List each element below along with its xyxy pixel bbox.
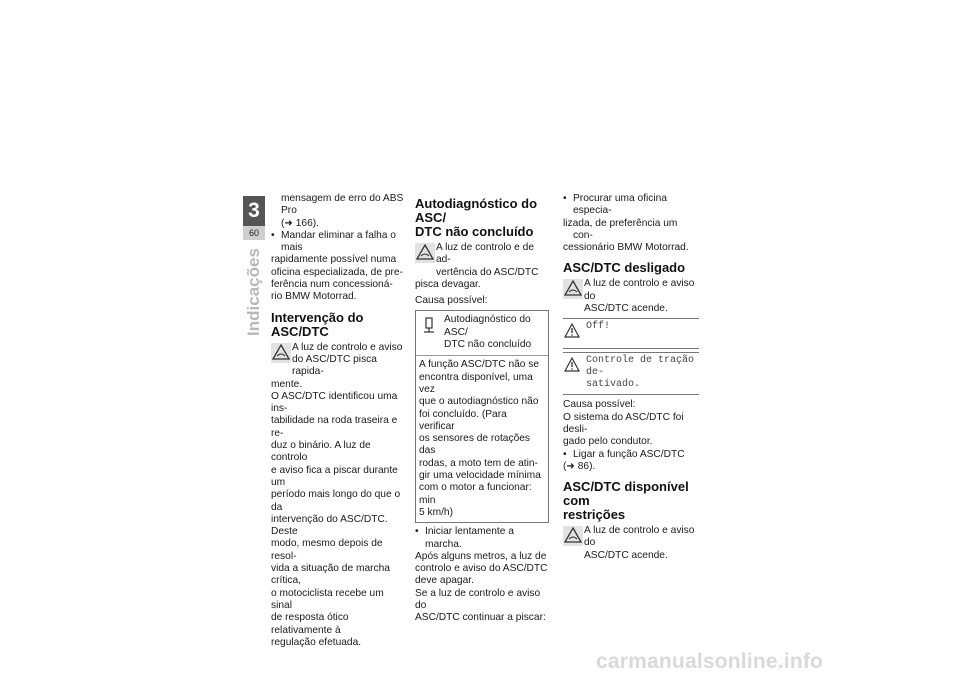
page-number: 60 bbox=[243, 226, 265, 240]
page-reference: (➜ 166). bbox=[281, 217, 319, 229]
warning-light-row: A luz de controlo e aviso do ASC/DTC acende. bbox=[563, 278, 699, 315]
asc-warning-light-icon bbox=[271, 343, 291, 363]
heading-desligado: ASC/DTC desligado bbox=[563, 260, 686, 276]
bullet-item: • Mandar eliminar a falha o mais rapidamente possível numa oficina especializada, de pre- ferência num concessioná- rio BMW Motorrad. bbox=[271, 229, 403, 303]
asc-warning-light-icon bbox=[563, 279, 583, 299]
warning-triangle-icon bbox=[563, 356, 581, 374]
section-label-text: Indicações bbox=[244, 248, 263, 336]
bullet-dot: • bbox=[563, 193, 567, 204]
warning-triangle-icon bbox=[563, 322, 581, 340]
heading-intervencao: Intervenção do ASC/DTC bbox=[271, 309, 364, 339]
column-1: mensagem de erro do ABS Pro (➜ 166). • Mandar eliminar a falha o mais rapidamente possível numa oficina especializada, de pre- ferência num concessioná- rio BMW Motorrad. Intervenção do ASC/DTC A luz de controlo e aviso do ASC/DTC pisca rapida- mente. O ASC/DTC identificou uma ins- tabilidade na roda traseira e re- duz o binário. A luz de controlo e aviso fica a piscar durante um período mais longo do que o da intervenção do ASC/DTC. Deste modo, mesmo depois de resol- vida a situação de marcha crítica, o motociclista recebe um sinal de resposta ótico relativamente à regulação efetuada. bbox=[271, 193, 407, 649]
bullet-dot: • bbox=[415, 526, 419, 538]
page-reference: (➜ 86). bbox=[563, 460, 596, 472]
text-line: mensagem de erro do ABS Pro bbox=[281, 193, 404, 217]
bullet-item: • Iniciar lentamente a marcha. Após alguns metros, a luz de controlo e aviso do ASC/DTC deve apagar. bbox=[415, 526, 548, 587]
warning-light-row: A luz de controlo e aviso do ASC/DTC acende. bbox=[563, 525, 699, 562]
bullet-dot: • bbox=[271, 229, 275, 241]
fault-table-body: A função ASC/DTC não se encontra disponível, uma vez que o autodiagnóstico não foi concluído. (Para verificar os sensores de rotações das rodas, a moto tem de atin- gir uma velocidade mínima com o motor a funcionar: min 5 km/h) bbox=[419, 359, 541, 518]
display-message-traction: Controle de tração de- sativado. bbox=[563, 352, 699, 395]
warning-light-row: A luz de controlo e aviso do ASC/DTC pisca rapida- bbox=[271, 342, 407, 379]
cause-label: Causa possível: bbox=[415, 295, 488, 307]
asc-warning-light-icon bbox=[563, 526, 583, 546]
fault-table bbox=[415, 310, 549, 523]
fault-table-header: Autodiagnóstico do ASC/ DTC não concluído bbox=[416, 311, 548, 356]
asc-warning-light-icon bbox=[415, 243, 435, 263]
column-3: • Procurar uma oficina especia- lizada, de preferência um con- cessionário BMW Motorrad. ASC/DTC desligado A luz de controlo e aviso do ASC/DTC acende. Off! Controle de tração de- sativado. Causa possível: O sistema do ASC/DTC foi desli- gado pelo condutor. • Ligar a função ASC/DTC (➜ 86). ASC/DTC disponível com restrições A luz de controlo e aviso do ASC/DTC acende. bbox=[563, 193, 699, 562]
chapter-tab bbox=[243, 196, 265, 240]
diagnostic-icon bbox=[421, 316, 439, 334]
watermark: carmanualsonline.info bbox=[596, 650, 824, 673]
chapter-number: 3 bbox=[243, 196, 265, 226]
heading-autodiagnostico: Autodiagnóstico do ASC/ DTC não concluído bbox=[415, 196, 538, 239]
bullet-dot: • bbox=[563, 448, 567, 460]
warning-light-row: A luz de controlo e de ad- vertência do ASC/DTC bbox=[415, 242, 549, 279]
bullet-item: • Procurar uma oficina especia- lizada, de preferência um con- cessionário BMW Motorrad. bbox=[563, 193, 689, 254]
bullet-item: • Ligar a função ASC/DTC (➜ 86). bbox=[563, 449, 699, 474]
cause-label: Causa possível: bbox=[563, 399, 636, 411]
column-2: Autodiagnóstico do ASC/ DTC não concluído A luz de controlo e de ad- vertência do ASC/DTC pisca devagar. Causa possível: Autodiagnóstico do ASC/ DTC não concluído A função ASC/DTC não se encontra disponível, uma vez que o autodiagnóstico não foi concluído. (Para verificar os sensores de rotações das rodas, a moto tem de atin- gir uma velocidade mínima com o motor a funcionar: min 5 km/h) • Iniciar lentamente a marcha. Após alguns metros, a luz de controlo e aviso do ASC/DTC deve apagar. Se a luz de controlo e aviso do ASC/DTC continuar a piscar: bbox=[415, 196, 548, 624]
display-message-off: Off! bbox=[563, 318, 699, 349]
section-label bbox=[243, 244, 265, 340]
heading-restricoes: ASC/DTC disponível com restrições bbox=[563, 479, 689, 523]
